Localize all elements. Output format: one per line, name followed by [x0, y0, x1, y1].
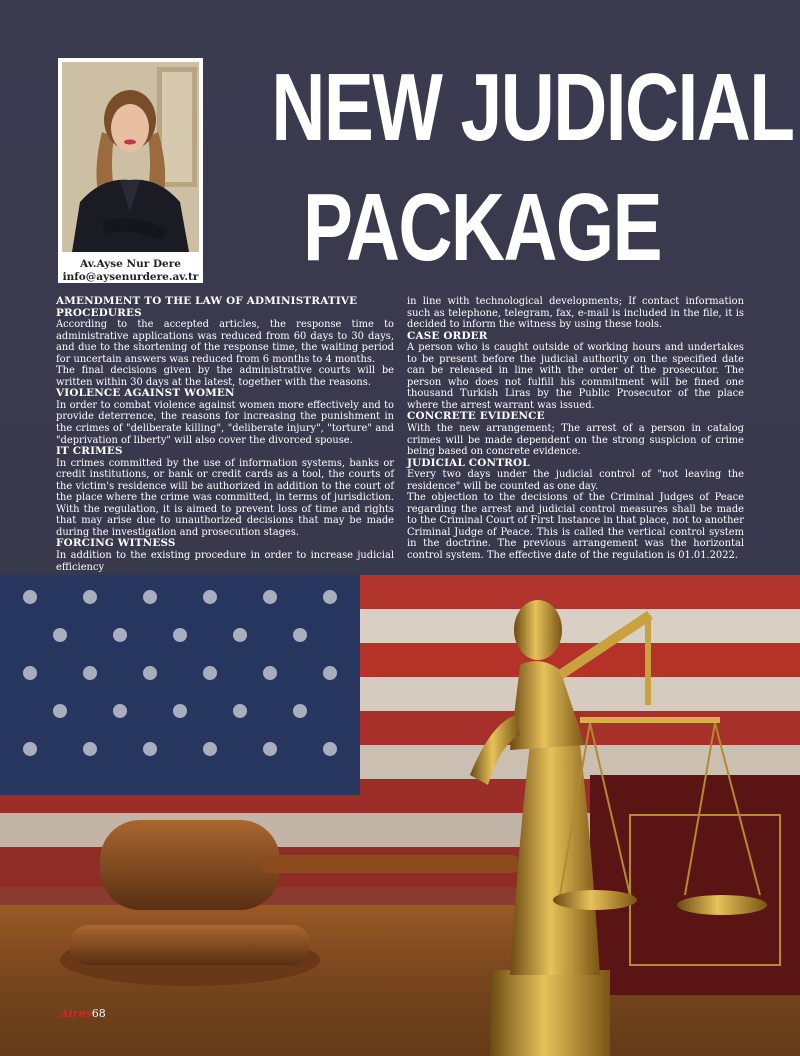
- left-column: [56, 296, 394, 573]
- section-heading: VIOLENCE AGAINST WOMEN: [56, 387, 235, 400]
- magazine-brand: Aires: [60, 1007, 92, 1020]
- section-paragraph: The objection to the decisions of the Criminal Judges of Peace regarding the arrest and judicial control measures shall be made to the Criminal Court of First Instance in that place, not to another Criminal Judge of Peace. This is called the vertical control system in the doctrine. The previous arrangement was the horizontal control system. The effective date of the regulation is 01.01.2022.: [407, 492, 744, 562]
- title-line-1: NEW JUDICIAL: [271, 54, 794, 161]
- section-heading: CASE ORDER: [407, 329, 488, 342]
- page-number: 68: [91, 1007, 106, 1020]
- law-book: [590, 775, 800, 995]
- section-paragraph: In crimes committed by the use of information systems, banks or credit institutions, or bank or credit cards as a tool, the courts of the victim's residence will be authorized in addition to the court of the place where the crime was committed, in terms of jurisdiction. With the regulation, it is aimed to prevent loss of time and rights that may arise due to unauthorized decisions that may be made during the investigation and prosecution stages.: [56, 457, 394, 538]
- author-name: Av.Ayse Nur Dere: [80, 258, 181, 270]
- title-line-2: PACKAGE: [303, 174, 661, 281]
- section-paragraph: The final decisions given by the administrative courts will be written within 30 days at the latest, together with the reasons.: [56, 365, 394, 388]
- section-heading: IT CRIMES: [56, 445, 123, 458]
- author-photo: [62, 62, 199, 252]
- author-portrait-illustration: [62, 62, 199, 252]
- section-heading: CONCRETE EVIDENCE: [407, 410, 545, 423]
- section-paragraph: Every two days under the judicial control of "not leaving the residence" will be counted as one day.: [407, 469, 744, 492]
- justice-hero-image: [0, 575, 800, 1056]
- section-paragraph: A person who is caught outside of working hours and undertakes to be present before the judicial authority on the specified date can be released in line with the order of the prosecutor. The person who does not fulfill his commitment will be fined one thousand Turkish Liras by the Public Prosecutor of the place where the arrest warrant was issued.: [407, 342, 744, 411]
- section-heading: AMENDMENT TO THE LAW OF ADMINISTRATIVE PROCEDURES: [56, 295, 358, 319]
- section-heading: FORCING WITNESS: [56, 537, 176, 550]
- page-footer: [60, 1007, 106, 1020]
- section-paragraph: With the new arrangement; The arrest of a person in catalog crimes will be made dependent on the strong suspicion of crime being based on concrete evidence.: [407, 423, 744, 458]
- author-email: info@aysenurdere.av.tr: [62, 271, 199, 283]
- flag-gavel-justice-illustration: [0, 575, 800, 1056]
- section-paragraph: in line with technological developments; If contact information such as telephone, telegram, fax, e-mail is included in the file, it is decided to inform the witness by using these tools.: [407, 296, 744, 331]
- article-title: [271, 48, 794, 288]
- flag-canton: [0, 575, 360, 795]
- section-paragraph: In order to combat violence against women more effectively and to provide deterrence, the reasons for increasing the punishment in the crimes of "deliberate killing", "deliberate injury", "torture" and "deprivation of liberty" will also cover the divorced spouse.: [56, 399, 394, 446]
- author-card: [58, 58, 203, 283]
- section-heading: JUDICIAL CONTROL: [407, 456, 530, 469]
- section-paragraph: In addition to the existing procedure in order to increase judicial efficiency: [56, 550, 394, 573]
- right-column: [407, 296, 744, 562]
- section-paragraph: According to the accepted articles, the response time to administrative applications was reduced from 60 days to 30 days, and due to the shortening of the response time, the waiting period for uncertain answers was reduced from 6 months to 4 months.: [56, 319, 394, 365]
